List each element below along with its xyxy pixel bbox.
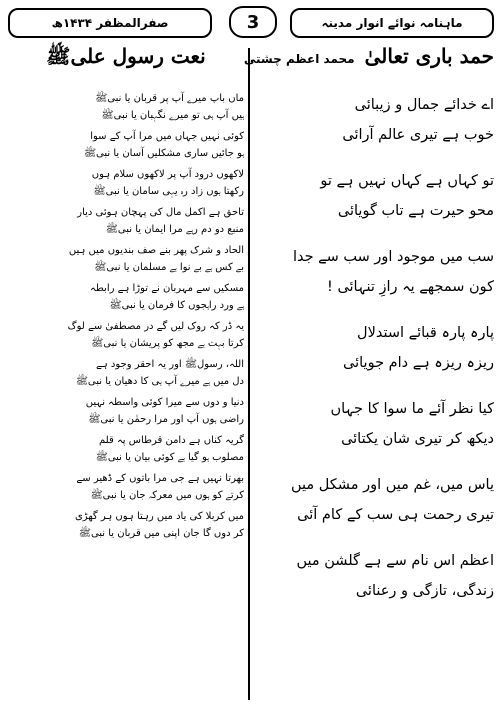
naat-line: یہ ڈر کہ روک لیں گے در مصطفیٰ سے لوگ bbox=[67, 321, 244, 332]
hamd-title: حمد باری تعالیٰ bbox=[364, 44, 494, 68]
page-number-badge bbox=[229, 6, 277, 38]
hamd-line: محو حیرت ہے تاب گویائی bbox=[337, 203, 494, 219]
magazine-name: ماہنامہ نوائے انوار مدینہ bbox=[321, 16, 463, 30]
hamd-author: محمد اعظم چشتی bbox=[243, 52, 355, 66]
hamd-column bbox=[243, 44, 494, 606]
column-divider bbox=[248, 48, 250, 700]
hamd-line: یاس میں، غم میں اور مشکل میں bbox=[291, 477, 494, 493]
page-header bbox=[8, 6, 494, 36]
naat-column bbox=[8, 44, 244, 542]
hamd-line: پارہ پارہ قبائے استدلال bbox=[357, 325, 494, 341]
naat-line: کر دوں گا جان اپنی میں قربان یا نبیﷺ bbox=[78, 528, 244, 539]
issue-date-box bbox=[8, 8, 212, 38]
naat-line: دنیا و دوں سے میرا کوئی واسطہ نہیں bbox=[85, 397, 244, 408]
naat-line: کرتا بہت ہے مجھ کو پریشان یا نبیﷺ bbox=[91, 338, 244, 349]
naat-title-row bbox=[8, 44, 244, 82]
naat-title: نعت رسول علیﷺ bbox=[46, 44, 206, 68]
naat-line: کوئی نہیں جہاں میں مرا آپ کے سوا bbox=[90, 131, 244, 142]
naat-line: مسکیں سے مہربان نے توڑا ہے رابطہ bbox=[89, 283, 244, 294]
naat-line: دل میں ہے میرے آپ ہی کا دھیان یا نبیﷺ bbox=[75, 376, 244, 387]
naat-line: منبع دو دم رہے مرا ایمان یا نبیﷺ bbox=[105, 224, 244, 235]
naat-line: ہیں آپ ہی تو میرے نگہبان یا نبیﷺ bbox=[101, 110, 244, 121]
hamd-title-row bbox=[243, 44, 494, 82]
naat-line: بے کس ہے بے نوا ہے مسلمان یا نبیﷺ bbox=[94, 262, 244, 273]
hamd-line: سب میں موجود اور سب سے جدا bbox=[292, 249, 494, 265]
hamd-line: تیری رحمت ہی سب کے کام آئی bbox=[297, 507, 494, 523]
hamd-line: اے خدائے جمال و زیبائی bbox=[354, 97, 494, 113]
naat-line: الحاد و شرک پھر بنے صف بندیوں میں ہیں bbox=[68, 245, 244, 256]
issue-date: صفرالمظفر ۱۴۳۴ھ bbox=[51, 16, 169, 30]
hamd-line: تو کہاں ہے کہاں نہیں ہے تو bbox=[320, 173, 494, 189]
naat-line: اللہ، رسولﷺ اور یہ احقر وجود ہے bbox=[96, 359, 244, 370]
naat-line: رکھتا ہوں زاد رہ یہی سامان یا نبیﷺ bbox=[93, 186, 244, 197]
hamd-line: خوب ہے تیری عالم آرائی bbox=[342, 127, 494, 143]
hamd-line: کیا نظر آئے ما سوا کا جہاں bbox=[330, 401, 494, 417]
hamd-line: اعظم اس نام سے ہے گلشن میں bbox=[296, 553, 494, 569]
naat-line: بھرتا نہیں ہے جی مرا باتوں کے ڈھیر سے bbox=[76, 473, 244, 484]
naat-line: میں کربلا کی یاد میں رہتا ہوں ہر گھڑی bbox=[74, 511, 244, 522]
naat-line: گریہ کناں ہے دامن قرطاس پہ قلم bbox=[99, 435, 244, 446]
hamd-line: کون سمجھے یہ رازِ تنہائی ! bbox=[327, 279, 494, 295]
hamd-line: ریزہ ریزہ ہے دام جویائی bbox=[343, 355, 494, 371]
hamd-line: زندگی، تازگی و رعنائی bbox=[355, 583, 494, 599]
page-number: 3 bbox=[246, 11, 260, 33]
naat-line: کرتے کو ہوں میں معرکہ جان یا نبیﷺ bbox=[90, 490, 244, 501]
hamd-verses bbox=[258, 90, 494, 606]
naat-line: تاحق ہے اکمل مال کی پہچان ہوئی دیار bbox=[77, 207, 244, 218]
naat-line: ہو جائیں ساری مشکلیں آسان یا نبیﷺ bbox=[83, 148, 244, 159]
magazine-name-box bbox=[290, 8, 494, 38]
naat-line: ہے ورد راہجوں کا فرمان یا نبیﷺ bbox=[109, 300, 244, 311]
hamd-line: دیکھ کر تیری شان یکتائی bbox=[341, 431, 494, 447]
naat-verses bbox=[8, 90, 244, 542]
naat-line: لاکھوں درود آپ پر لاکھوں سلام ہوں bbox=[91, 169, 244, 180]
naat-line: مصلوب ہو گیا ہے کوئی بیان یا نبیﷺ bbox=[95, 452, 244, 463]
naat-line: ماں باپ میرے آپ پر قربان یا نبیﷺ bbox=[95, 93, 244, 104]
naat-line: راضی ہوں آپ اور مرا رحمٰن یا نبیﷺ bbox=[88, 414, 244, 425]
